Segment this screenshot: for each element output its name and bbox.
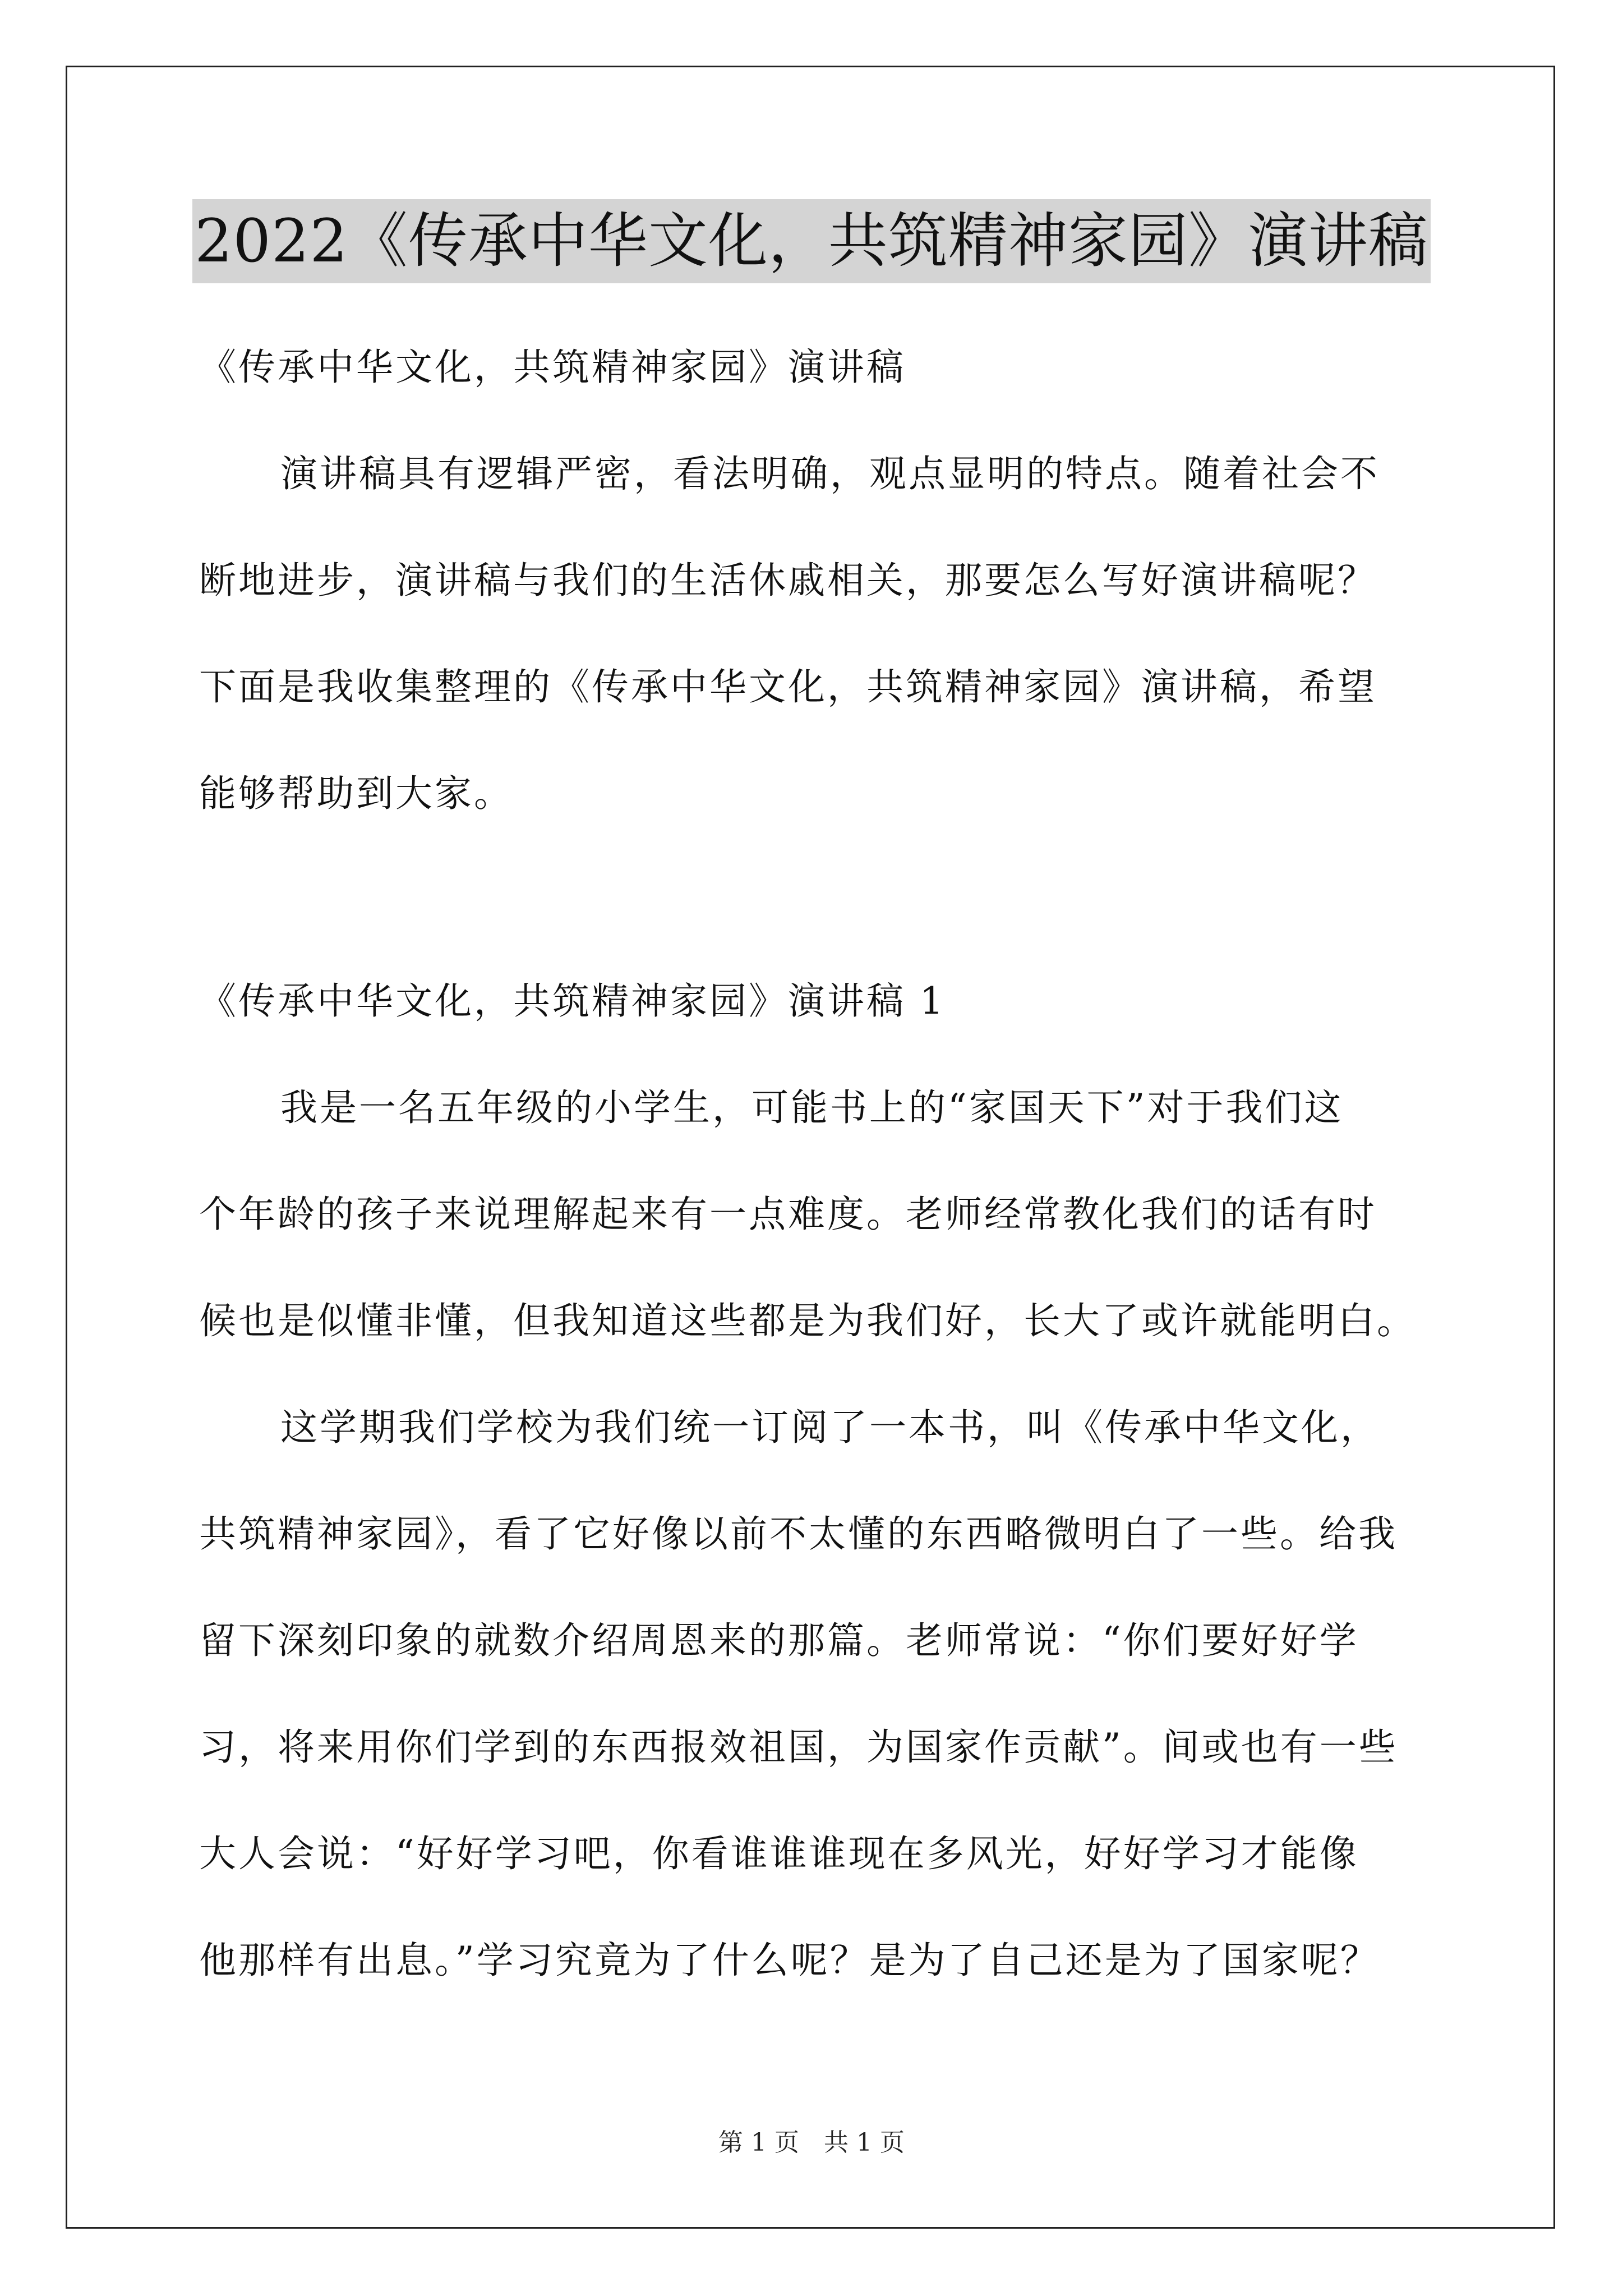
paragraph-line: 共筑精神家园》，看了它好像以前不太懂的东西略微明白了一些。给我	[199, 1512, 1398, 1556]
document-title: 2022《传承中华文化，共筑精神家园》演讲稿	[192, 199, 1431, 283]
paragraph-line: 大人会说：“好好学习吧，你看谁谁谁现在多风光，好好学习才能像	[199, 1832, 1359, 1875]
paragraph-line: 这学期我们学校为我们统一订阅了一本书，叫《传承中华文化，	[280, 1406, 1380, 1449]
page-footer: 第 1 页 共 1 页	[718, 2128, 905, 2157]
paragraph-line: 断地进步，演讲稿与我们的生活休戚相关，那要怎么写好演讲稿呢？	[199, 559, 1377, 602]
paragraph-line: 候也是似懂非懂，但我知道这些都是为我们好，长大了或许就能明白。	[199, 1299, 1416, 1342]
paragraph-line: 能够帮助到大家。	[199, 772, 513, 815]
subtitle-line: 《传承中华文化，共筑精神家园》演讲稿	[199, 346, 906, 389]
title-container	[0, 199, 1623, 283]
paragraph-line: 下面是我收集整理的《传承中华文化，共筑精神家园》演讲稿，希望	[199, 665, 1377, 708]
paragraph-line: 演讲稿具有逻辑严密，看法明确，观点显明的特点。随着社会不	[280, 452, 1380, 495]
paragraph-line: 习，将来用你们学到的东西报效祖国，为国家作贡献”。间或也有一些	[199, 1726, 1398, 1769]
paragraph-line: 个年龄的孩子来说理解起来有一点难度。老师经常教化我们的话有时	[199, 1193, 1377, 1236]
section-heading: 《传承中华文化，共筑精神家园》演讲稿 1	[199, 979, 946, 1023]
paragraph-line: 留下深刻印象的就数介绍周恩来的那篇。老师常说：“你们要好好学	[199, 1619, 1359, 1662]
paragraph-line: 我是一名五年级的小学生，可能书上的“家国天下”对于我们这	[280, 1086, 1344, 1129]
paragraph-line: 他那样有出息。”学习究竟为了什么呢？是为了自己还是为了国家呢？	[199, 1939, 1380, 1982]
